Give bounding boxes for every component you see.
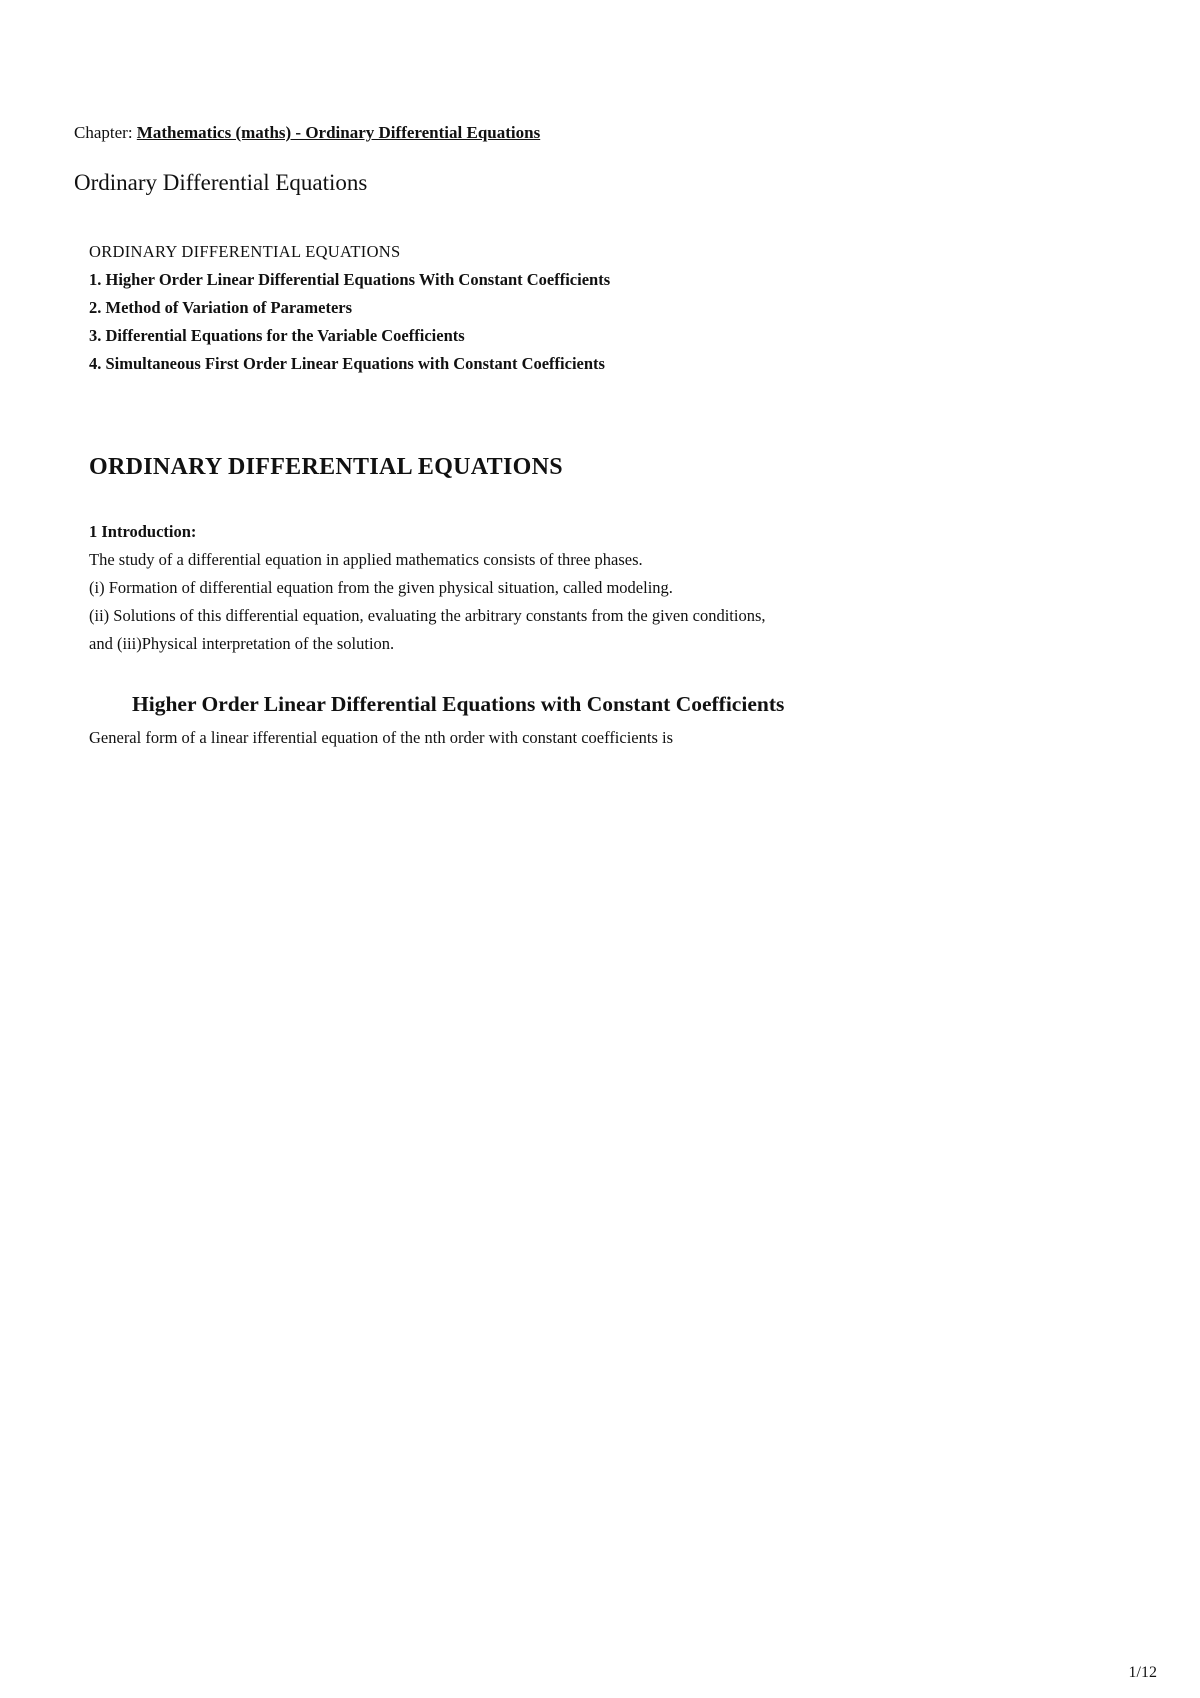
toc-item-higher-order[interactable]: 1. Higher Order Linear Differential Equations With Constant Coefficients (89, 270, 611, 289)
introduction-label: 1 Introduction: (89, 522, 197, 541)
page-number: 1/12 (1128, 1664, 1157, 1681)
section-heading: ORDINARY DIFFERENTIAL EQUATIONS (89, 454, 563, 480)
toc-heading: ORDINARY DIFFERENTIAL EQUATIONS (89, 242, 401, 261)
toc-item-variable-coefficients[interactable]: 3. Differential Equations for the Variable Coefficients (89, 326, 465, 345)
toc-item-variation-of-parameters[interactable]: 2. Method of Variation of Parameters (89, 298, 353, 317)
toc-item-simultaneous-equations[interactable]: 4. Simultaneous First Order Linear Equations with Constant Coefficients (89, 354, 605, 373)
page-title: Ordinary Differential Equations (74, 170, 368, 195)
chapter-breadcrumb (74, 122, 540, 144)
table-of-contents (89, 238, 610, 378)
subsection-heading: Higher Order Linear Differential Equations with Constant Coefficients (132, 692, 785, 716)
general-form-text: General form of a linear ifferential equation of the nth order with constant coefficients is (89, 728, 674, 747)
chapter-prefix: Chapter: (74, 123, 133, 142)
intro-line: and (iii)Physical interpretation of the solution. (89, 634, 395, 653)
intro-line: (i) Formation of differential equation from the given physical situation, called modeling. (89, 578, 673, 597)
introduction-block (89, 518, 766, 658)
chapter-link[interactable]: Mathematics (maths) - Ordinary Differential Equations (136, 123, 541, 142)
intro-line: The study of a differential equation in applied mathematics consists of three phases. (89, 550, 643, 569)
intro-line: (ii) Solutions of this differential equation, evaluating the arbitrary constants from the given conditions, (89, 606, 766, 625)
